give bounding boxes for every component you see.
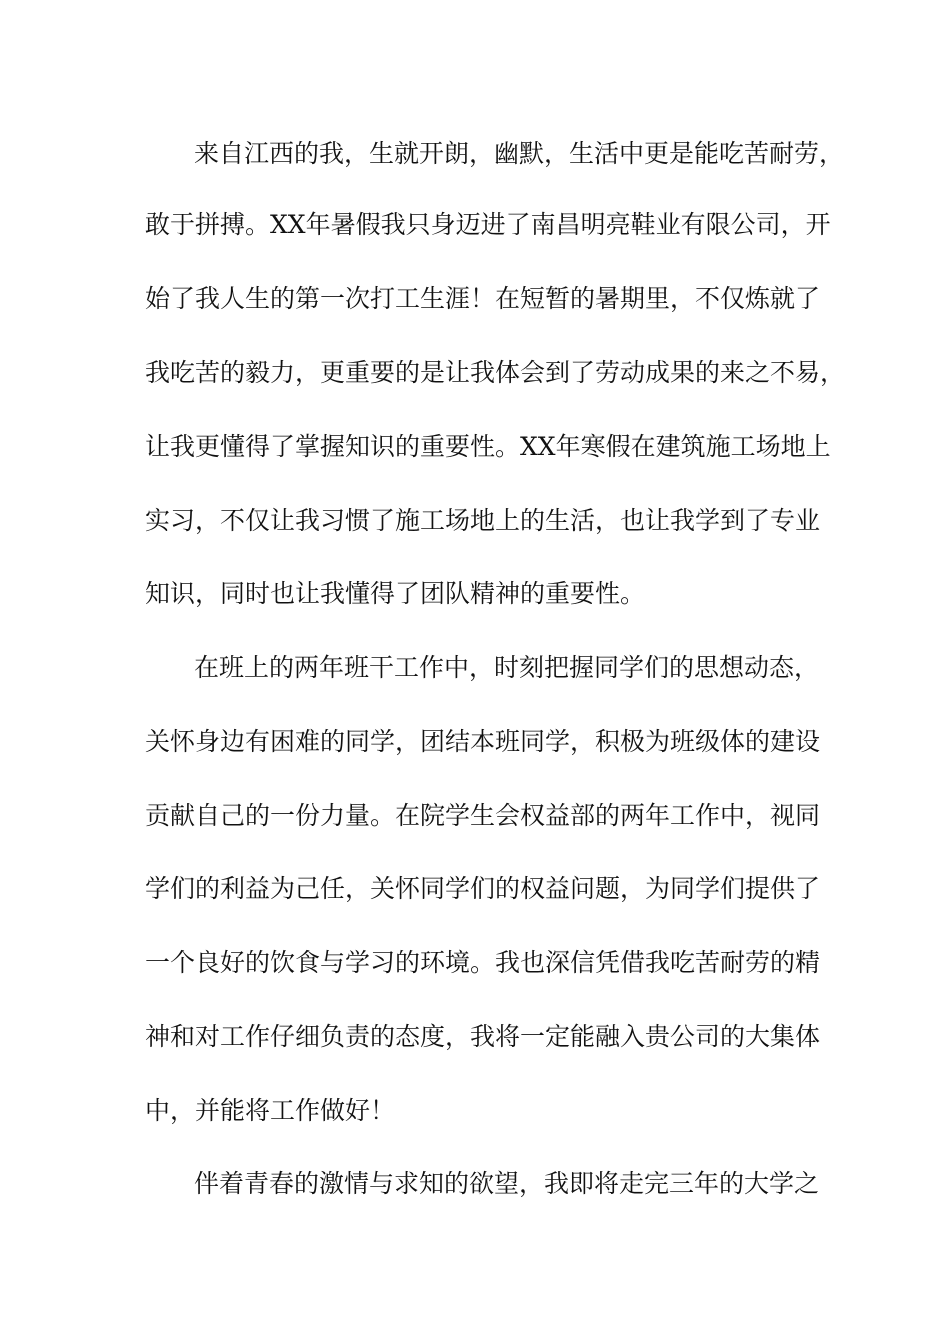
paragraph-2-line-5: 一个良好的饮食与学习的环境。我也深信凭借我吃苦耐劳的精 <box>145 948 821 977</box>
paragraph-1-line-6: 实习，不仅让我习惯了施工场地上的生活，也让我学到了专业 <box>145 506 821 535</box>
paragraph-2-line-1: 在班上的两年班干工作中，时刻把握同学们的思想动态， <box>194 653 820 682</box>
paragraph-2-line-7: 中，并能将工作做好！ <box>145 1096 396 1125</box>
paragraph-2-line-2: 关怀身边有困难的同学，团结本班同学，积极为班级体的建设 <box>145 727 821 756</box>
paragraph-1-line-4: 我吃苦的毅力，更重要的是让我体会到了劳动成果的来之不易， <box>145 358 846 387</box>
paragraph-3-line-1: 伴着青春的激情与求知的欲望，我即将走完三年的大学之 <box>194 1169 820 1198</box>
paragraph-1-line-1: 来自江西的我，生就开朗，幽默，生活中更是能吃苦耐劳， <box>194 139 845 168</box>
paragraph-1-line-7: 知识，同时也让我懂得了团队精神的重要性。 <box>145 579 646 608</box>
paragraph-2-line-6: 神和对工作仔细负责的态度，我将一定能融入贵公司的大集体 <box>145 1022 821 1051</box>
paragraph-1-line-5: 让我更懂得了掌握知识的重要性。XX年寒假在建筑施工场地上 <box>145 432 831 461</box>
paragraph-2-line-4: 学们的利益为己任，关怀同学们的权益问题，为同学们提供了 <box>145 874 821 903</box>
paragraph-1-line-3: 始了我人生的第一次打工生涯！在短暂的暑期里，不仅炼就了 <box>145 284 821 313</box>
paragraph-2-line-3: 贡献自己的一份力量。在院学生会权益部的两年工作中，视同 <box>145 801 821 830</box>
paragraph-1-line-2: 敢于拼搏。XX年暑假我只身迈进了南昌明亮鞋业有限公司，开 <box>145 210 831 239</box>
